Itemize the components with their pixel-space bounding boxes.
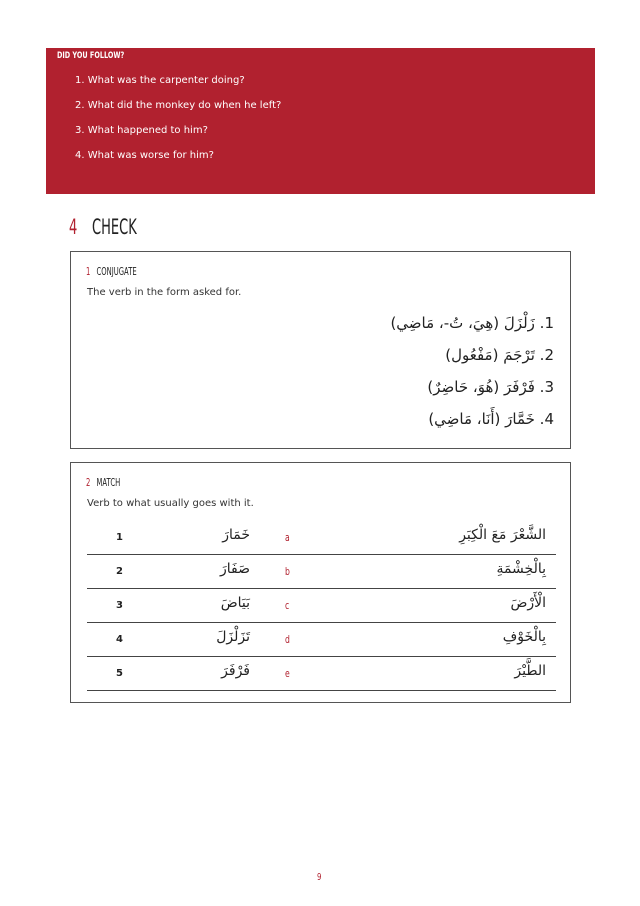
conjugate-exercise-box (70, 251, 571, 449)
question-3: 3. What happened to him? (75, 125, 208, 136)
match-letter: d (285, 633, 290, 646)
match-letter: b (285, 565, 290, 578)
match-object: بِالْخَوْفِ (502, 629, 546, 645)
match-row-number: 2 (116, 566, 123, 577)
conjugate-item-3: 3. فَرْفَرَ (هُوَ، حَاضِرٌ) (427, 378, 554, 396)
match-letter: c (285, 599, 290, 612)
match-verb: فَرْفَرَ (221, 663, 250, 679)
match-row-number: 1 (116, 532, 123, 543)
match-object: بِالْخِشْمَةِ (496, 561, 546, 577)
section-number: 4 (69, 215, 78, 239)
page-number: 9 (317, 872, 322, 883)
match-letter: a (285, 531, 290, 544)
exercise-number: 2 (86, 476, 91, 489)
match-verb: صَفَارَ (220, 561, 250, 577)
match-verb: خَمَارَ (222, 527, 250, 543)
match-row (87, 555, 556, 589)
exercise-heading (86, 476, 120, 489)
match-object: الْأَرْضَ (510, 595, 546, 611)
question-1: 1. What was the carpenter doing? (75, 75, 245, 86)
match-object: الشَّعْرَ مَعَ الْكِبَرِ (459, 527, 546, 543)
question-2: 2. What did the monkey do when he left? (75, 100, 282, 111)
match-row (87, 521, 556, 555)
match-exercise-box (70, 462, 571, 703)
match-row (87, 657, 556, 691)
match-object: الطَّيْرَ (514, 663, 546, 679)
exercise-number: 1 (86, 265, 91, 278)
banner-title: DID YOU FOLLOW? (57, 51, 125, 61)
did-you-follow-banner (46, 48, 595, 194)
match-row-number: 3 (116, 600, 123, 611)
exercise-heading (86, 265, 137, 278)
match-row-number: 5 (116, 668, 123, 679)
section-title: CHECK (92, 215, 137, 239)
exercise-instruction: Verb to what usually goes with it. (87, 498, 254, 509)
match-row (87, 623, 556, 657)
match-letter: e (285, 667, 290, 680)
question-4: 4. What was worse for him? (75, 150, 214, 161)
exercise-title: CONJUGATE (96, 265, 137, 278)
exercise-title: MATCH (96, 476, 121, 489)
match-row-number: 4 (116, 634, 123, 645)
conjugate-item-2: 2. تَرْجَمَ (مَفْعُول) (445, 346, 554, 364)
conjugate-item-4: 4. خَمَّارَ (أَنَا، مَاضِي) (428, 410, 554, 428)
exercise-instruction: The verb in the form asked for. (87, 287, 242, 298)
match-verb: تَزَلْزَلَ (216, 629, 250, 645)
match-row (87, 589, 556, 623)
conjugate-item-1: 1. زَلْزَلَ (هِيَ، تُ-، مَاضِي) (390, 314, 554, 332)
match-verb: بَيَاضَ (220, 595, 250, 611)
